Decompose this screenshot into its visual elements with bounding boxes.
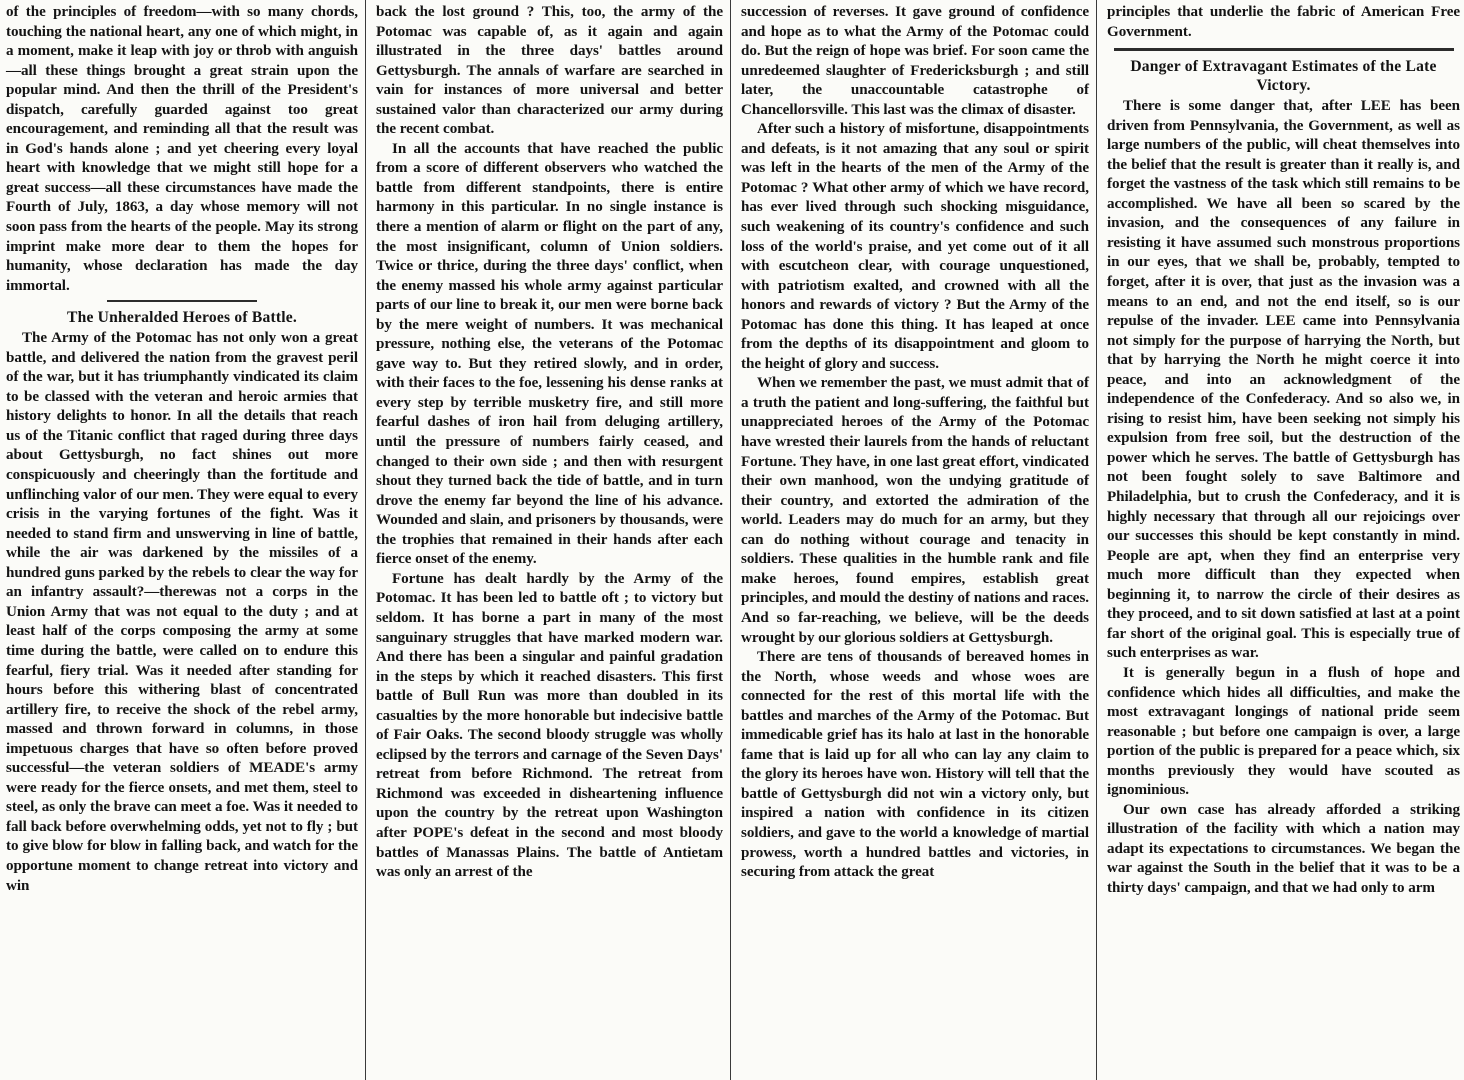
column-3: [735, 0, 1093, 1080]
column-2: [370, 0, 727, 1080]
paragraph: Our own case has already afforded a striking illustration of the facility with which a nation may adapt its expectations to circumstances. We began the war against the South in the belief that it was to be a thirty days' campaign, and that we had only to arm: [1107, 801, 1460, 896]
paragraph: It is generally begun in a flush of hope and confidence which hides all difficulties, and make the most extravagant longings of national pride seem reasonable ; but before one campaign is over, a large portion of the public is prepared for a peace which, six months previously they would have scouted as ignominious.: [1107, 664, 1460, 799]
column-rule: [365, 0, 366, 1080]
column-rule: [730, 0, 731, 1080]
paragraph: back the lost ground ? This, too, the army of the Potomac was capable of, as it again and again illustrated in the three days' battles around Gettysburgh. The annals of warfare are searched in vain for instances of more universal and better sustained valor than characterized our army during the recent combat.: [376, 4, 723, 138]
column-1: [0, 0, 362, 1080]
paragraph: Fortune has dealt hardly by the Army of the Potomac. It has been led to battle oft ; to victory but seldom. It has borne a part in many of the most sanguinary struggles that have marked modern war. And there has been a singular and painful gradation in the steps by which it reached disasters. This first battle of Bull Run was more than doubled in its casualties by the more honorable but indecisive battle of Fair Oaks. The second bloody struggle was wholly eclipsed by the terrors and carnage of the Seven Days' retreat from before Richmond. The retreat from Richmond was exceeded in disheartening influence upon the country by the retreat upon Washington after POPE's defeat in the second and most bloody battles of Manassas Plains. The battle of Antietam was only an arrest of the: [376, 570, 723, 881]
paragraph: There is some danger that, after LEE has been driven from Pennsylvania, the Government, as well as large numbers of the public, will cheat themselves into the belief that the result is greater than it really is, and forget the vastness of the task which still remains to be accomplished. We have all been so scared by the invasion, and the consequences of any failure in resisting it have assumed such monstrous proportions in our eyes, that we shall be, probably, tempted to forget, after it is over, that just as the invasion was a means to an end, and not the end itself, so is our repulse of the invader. LEE came into Pennsylvania not simply for the purpose of harrying the North, but that by harrying the North he might coerce it into peace, and into an acknowledgment of the independence of the Confederacy. And so also we, in rising to resist him, have been seeking not simply his expulsion from free soil, but the destruction of the power which he serves. The battle of Gettysburgh has not been fought solely to save Baltimore and Philadelphia, but to crush the Confederacy, and it is highly necessary that through all our rejoicings over our successes this should be kept constantly in mind. People are apt, when they find an enterprise very much more difficult than they expected when beginning it, to narrow the circle of their desires as they proceed, and to sit down satisfied at last at a point far short of the original goal. This is especially true of such enterprises as war.: [1107, 98, 1460, 662]
paragraph: of the principles of freedom—with so many chords, touching the national heart, any one of which might, in a moment, make it leap with joy or throb with anguish—all these things brought a great strain upon the popular mind. And then the thrill of the President's dispatch, carefully guarded against too great encouragement, and reminding all that the result was in God's hands alone ; and yet cheering every loyal heart with knowledge that we might still hope for a great success—all these circumstances have made the Fourth of July, 1863, a day whose memory will not soon pass from the hearts of the people. May its strong imprint make more dear to them the hopes for humanity, whose declaration has made the day immortal.: [6, 4, 358, 294]
column-rule: [1096, 0, 1097, 1080]
column-4: [1101, 0, 1464, 1080]
section-divider: [107, 300, 257, 302]
section-divider: [1114, 48, 1454, 51]
headline-unheralded-heroes: The Unheralded Heroes of Battle.: [66, 309, 298, 327]
paragraph: After such a history of misfortune, disappointments and defeats, is it not amazing that any soul or spirit was left in the hearts of the men of the Army of the Potomac ? What other army of which we have record, has ever lived through such shocking misguidance, such weakening of its country's confidence and such loss of the world's praise, and yet come out of it all with escutcheon clear, with courage unquestioned, with patriotism exalted, and crowned with all the honors and rewards of victory ? But the Army of the Potomac has done this thing. It has leaped at once from the depths of its disappointment and gloom to the height of glory and success.: [741, 121, 1089, 372]
paragraph: In all the accounts that have reached the public from a score of different observers who watched the battle from different standpoints, there is entire harmony in this particular. In no single instance is there a mention of alarm or flight on the part of any, the most insignificant, column of Union soldiers. Twice or thrice, during the three days' conflict, when the enemy massed his whole army against particular parts of our line to break it, our men were borne back by the mere weight of numbers. It was mechanical pressure, nothing else, the veterans of the Potomac gave way to. But they retired slowly, and in order, with their faces to the foe, lessening his dense ranks at every step by terrible musketry fire, and still more fearful dashes of iron hail from deluging artillery, until the pressure of numbers fairly ceased, and changed to their own side ; and then with resurgent shout they turned back the tide of battle, and in turn drove the enemy far beyond the line of his advance. Wounded and slain, and prisoners by thousands, were the trophies that remained in their hands after each fierce onset of the enemy.: [376, 140, 723, 568]
paragraph: When we remember the past, we must admit that of a truth the patient and long-suffering, the faithful but unappreciated heroes of the Army of the Potomac have wrested their laurels from the hands of reluctant Fortune. They have, in one last great effort, vindicated their own manhood, won the undying gratitude of their country, and extorted the admiration of the world. Leaders may do much for an army, but they can do nothing without courage and tenacity in soldiers. These qualities in the humble rank and file make heroes, found empires, establish great principles, and mould the destiny of nations and races. And so far-reaching, we believe, will be the deeds wrought by our glorious soldiers at Gettysburgh.: [741, 375, 1089, 646]
paragraph: The Army of the Potomac has not only won a great battle, and delivered the nation from the gravest peril of the war, but it has triumphantly vindicated its claim to be classed with the veteran and heroic armies that history delights to honor. In all the details that reach us of the Titanic conflict that raged during three days about Gettysburgh, no fact shines out more conspicuously and cheeringly than the fortitude and unflinching valor of our men. They were equal to every crisis in the varying fortunes of the fight. Was it needed to stand firm and unswerving in line of battle, while the air was darkened by the missiles of a hundred guns parked by the rebels to clear the way for an infantry assault?—therewas not a corps in the Union Army that was not equal to the duty ; and at least half of the corps composing the army at some time during the battle, were called on to endure this fearful, fiery trial. Was it needed after standing for hours before this withering blast of concentrated artillery fire, to receive the shock of the rebel army, massed and thrown forward in columns, in those impetuous charges that have so often before proved successful—the veteran soldiers of MEADE's army were ready for the fierce onsets, and met them, steel to steel, as only the brave can meet a foe. Was it needed to fall back before overwhelming odds, yet not to fly ; but to give blow for blow in falling back, and watch for the opportune moment to change retreat into victory and win: [6, 330, 358, 894]
headline-danger-of-estimates: Danger of Extravagant Estimates of the Late Victory.: [1130, 58, 1437, 95]
paragraph: There are tens of thousands of bereaved homes in the North, whose weeds and whose woes are connected for the rest of this mortal life with the battles and marches of the Army of the Potomac. But immedicable grief has its halo at last in the honorable fame that is laid up for all who can lay any claim to the glory its heroes have won. History will tell that the battle of Gettysburgh did not win a victory only, but inspired a nation with confidence in its citizen soldiers, and gave to the world a knowledge of martial prowess, worth a hundred battles and victories, in securing from attack the great: [741, 649, 1089, 881]
paragraph: succession of reverses. It gave ground of confidence and hope as to what the Army of the Potomac could do. But the reign of hope was brief. For soon came the unredeemed slaughter of Fredericksburgh ; and still later, the unaccountable catastrophe of Chancellorsville. This last was the climax of disaster.: [741, 4, 1089, 118]
paragraph: principles that underlie the fabric of American Free Government.: [1107, 4, 1460, 40]
